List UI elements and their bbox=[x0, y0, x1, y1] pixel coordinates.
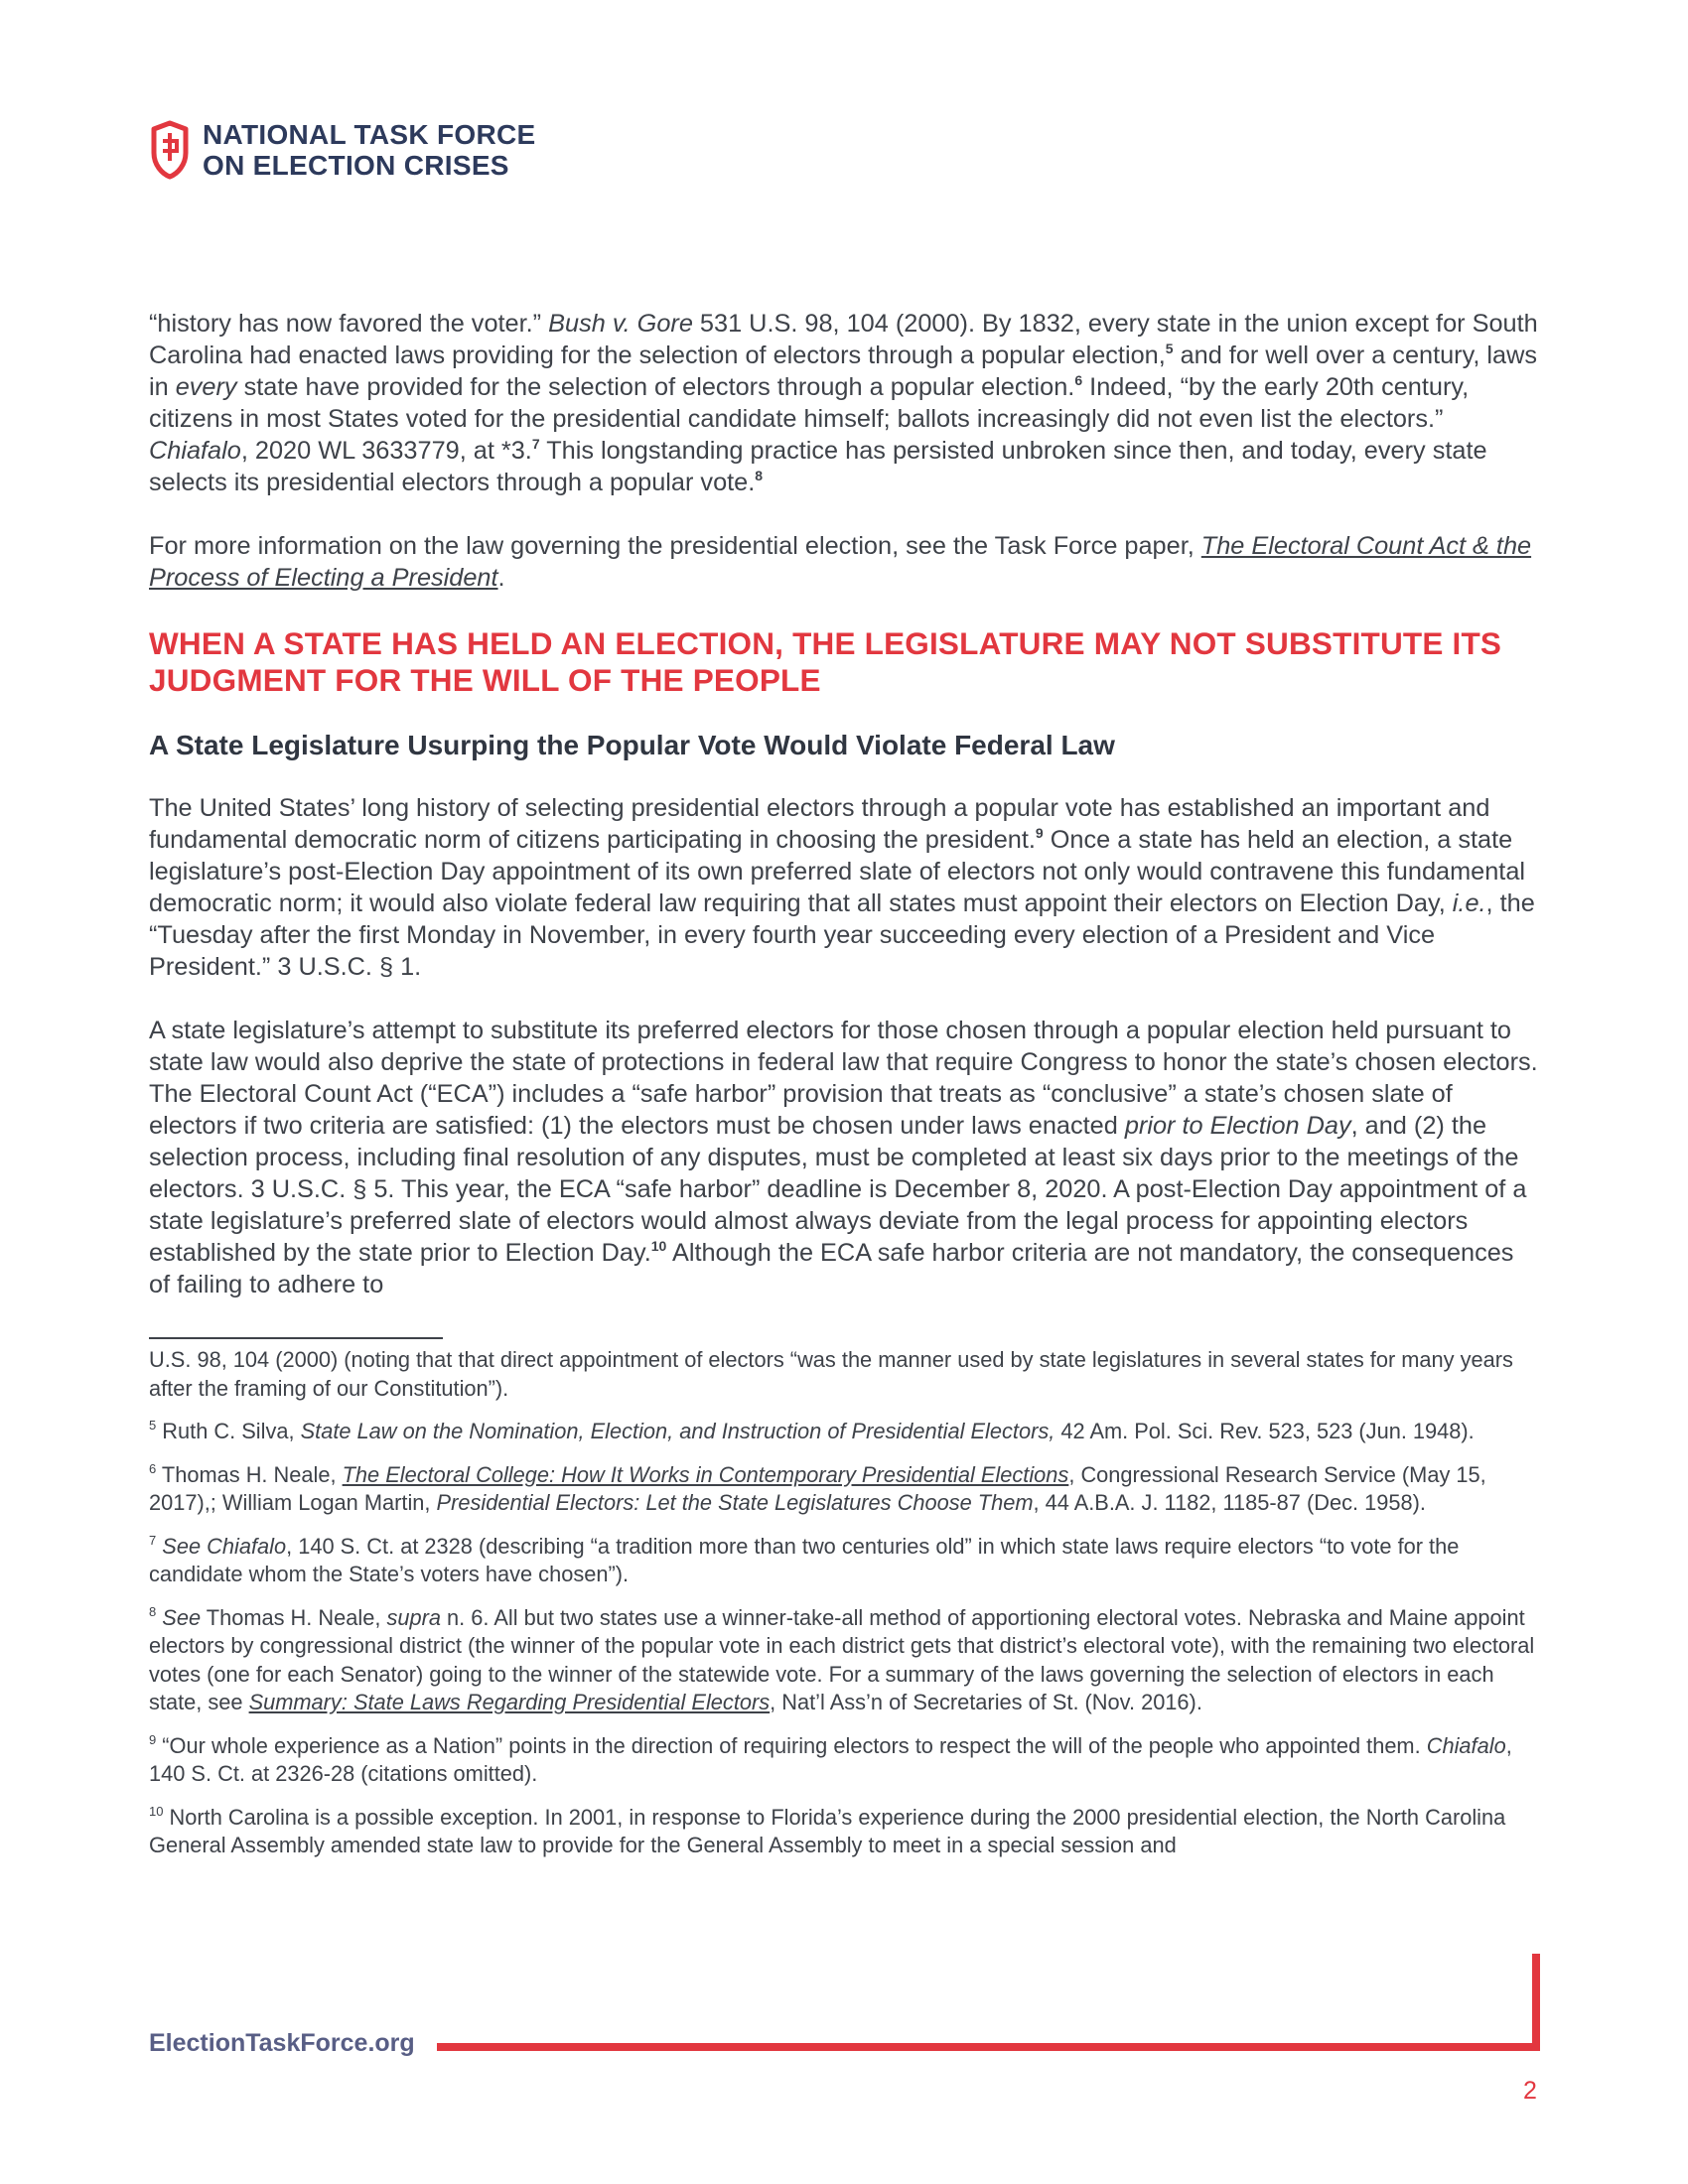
footer-site-link[interactable]: ElectionTaskForce.org bbox=[149, 2029, 415, 2057]
footnote-ref: 7 bbox=[149, 1532, 157, 1548]
footnote-ref: 9 bbox=[1035, 825, 1044, 841]
intro-paragraph-1 bbox=[149, 308, 1539, 498]
text-run: A state legislature’s attempt to substitute its preferred electors for those chosen through a popular election held pursuant to state law would also deprive the state of protections in federal law that require Congress to honor the state’s chosen electors. The Electoral Count Act (“ECA”) includes a “safe harbor” provision that treats as “conclusive” a state’s chosen slate of electors if two criteria are satisfied: (1) the electors must be chosen under laws enacted bbox=[149, 1017, 1538, 1140]
italic-text: See Chiafalo bbox=[162, 1533, 287, 1559]
text-run: , 2020 WL 3633779, at *3. bbox=[240, 437, 532, 465]
text-run: , 140 S. Ct. at 2326-28 (citations omitted). bbox=[149, 1732, 1512, 1786]
text-run: The United States’ long history of selecting presidential electors through a popular vote has established an important and fundamental democratic norm of citizens participating in choosing the president. bbox=[149, 794, 1490, 854]
text-run: and for well over a century, laws in bbox=[149, 341, 1538, 401]
text-run: “Our whole experience as a Nation” points in the direction of requiring electors to respect the will of the people who appointed them. bbox=[156, 1732, 1427, 1758]
footnote-ref: 10 bbox=[650, 1238, 667, 1254]
text-run: 531 U.S. 98, 104 (2000). By 1832, every state in the union except for South Carolina had enacted laws providing for the selection of electors through a popular election, bbox=[149, 310, 1538, 369]
italic-text: Chiafalo bbox=[1426, 1732, 1506, 1758]
logo bbox=[149, 119, 535, 181]
section-heading: WHEN A STATE HAS HELD AN ELECTION, THE LEGISLATURE MAY NOT SUBSTITUTE ITS JUDGMENT FOR THE WILL OF THE PEOPLE bbox=[149, 625, 1502, 698]
footnote-ref: 9 bbox=[149, 1731, 157, 1747]
footnote-5 bbox=[149, 1418, 1539, 1446]
footnote-6 bbox=[149, 1461, 1539, 1518]
italic-text: every bbox=[175, 373, 237, 401]
text-run: “history has now favored the voter.” bbox=[149, 310, 549, 338]
brand-line-1: NATIONAL TASK FORCE bbox=[203, 119, 536, 150]
text-run: Indeed, “by the early 20th century, citizens in most States voted for the presidential candidate himself; ballots increasingly did not even list the electors.” bbox=[149, 373, 1470, 433]
italic-text: prior to Election Day bbox=[1124, 1112, 1351, 1140]
text-run: state have provided for the selection of electors through a popular election. bbox=[236, 373, 1075, 401]
footnote-ref: 8 bbox=[149, 1603, 157, 1619]
intro-paragraph-2 bbox=[149, 530, 1539, 594]
text-run: , Nat’l Ass’n of Secretaries of St. (Nov. 2016). bbox=[770, 1690, 1202, 1714]
section-subheading: A State Legislature Usurping the Popular Vote Would Violate Federal Law bbox=[149, 730, 1115, 760]
footnote-divider bbox=[149, 1337, 443, 1339]
footnote-ref: 6 bbox=[149, 1460, 157, 1476]
italic-text: supra bbox=[386, 1604, 441, 1630]
italic-text: Chiafalo bbox=[149, 437, 241, 465]
italic-text[interactable]: The Electoral College: How It Works in Contemporary Presidential Elections bbox=[342, 1461, 1069, 1487]
italic-text: i.e. bbox=[1452, 889, 1486, 917]
text-run: , 140 S. Ct. at 2328 (describing “a tradition more than two centuries old” in which state laws require electors “to vote for the candidate whom the State’s voters have chosen”). bbox=[149, 1533, 1460, 1586]
italic-text: Presidential Electors: Let the State Legislatures Choose Them bbox=[436, 1490, 1034, 1515]
text-run: , Congressional Research Service (May 15, 2017),; William Logan Martin, bbox=[149, 1461, 1486, 1515]
footnote-ref: 7 bbox=[531, 436, 540, 452]
footer-red-corner bbox=[1532, 1954, 1540, 2051]
text-run: For more information on the law governing the presidential election, see the Task Force paper, bbox=[149, 532, 1201, 560]
text-run: . bbox=[497, 564, 505, 592]
text-run: 42 Am. Pol. Sci. Rev. 523, 523 (Jun. 1948). bbox=[1055, 1419, 1475, 1443]
brand-line-2: ON ELECTION CRISES bbox=[203, 150, 509, 181]
footnote-ref: 8 bbox=[755, 468, 764, 483]
footnote-ref: 5 bbox=[1165, 341, 1174, 356]
footer-red-rule bbox=[437, 2043, 1540, 2051]
footnote-10 bbox=[149, 1804, 1539, 1860]
footnotes bbox=[149, 1346, 1539, 1860]
footnote-ref: 5 bbox=[149, 1418, 157, 1433]
footnote-7 bbox=[149, 1533, 1539, 1589]
brand-name bbox=[203, 119, 535, 181]
page-number: 2 bbox=[1523, 2077, 1537, 2105]
footnote-ref: 10 bbox=[149, 1803, 164, 1819]
text-run: n. 6. All but two states use a winner-take-all method of apportioning electoral votes. Nebraska and Maine appoint electors by congressional district (the winner of the popular vote in each district gets that district’s electoral vote), with the remaining two electoral votes (one for each Senator) going to the winner of the statewide vote. For a summary of the laws governing the selection of electors in each state, see bbox=[149, 1604, 1535, 1714]
text-run: Ruth C. Silva, bbox=[156, 1419, 301, 1443]
italic-text[interactable]: Summary: State Laws Regarding Presidential Electors bbox=[248, 1690, 771, 1714]
text-run: , and (2) the selection process, including final resolution of any disputes, must be completed at least six days prior to the meetings of the electors. 3 U.S.C. § 5. This year, the ECA “safe harbor” deadline is December 8, 2020. A post-Election Day appointment of a state legislature’s preferred slate of electors would almost always deviate from the legal process for appointing electors established by the state prior to Election Day. bbox=[149, 1112, 1527, 1267]
text-run: U.S. 98, 104 (2000) (noting that that direct appointment of electors “was the manner used by state legislatures in several states for many years after the framing of our Constitution”). bbox=[149, 1347, 1513, 1401]
italic-text[interactable]: The Electoral Count Act & the Process of Electing a President bbox=[149, 532, 1532, 592]
text-run: North Carolina is a possible exception. In 2001, in response to Florida’s experience during the 2000 presidential election, the North Carolina General Assembly amended state law to provide for the General Assembly to meet in a special session and bbox=[149, 1804, 1506, 1857]
footnote-8 bbox=[149, 1604, 1539, 1717]
italic-text: State Law on the Nomination, Election, and Instruction of Presidential Electors, bbox=[300, 1419, 1055, 1443]
section-paragraph-1 bbox=[149, 792, 1539, 983]
footnote-ref: 6 bbox=[1074, 372, 1083, 388]
shield-logo-icon bbox=[149, 119, 191, 181]
footnote-9 bbox=[149, 1732, 1539, 1789]
text-run: Once a state has held an election, a state legislature’s post-Election Day appointment of its own preferred slate of electors not only would contravene this fundamental democratic norm; it would also violate federal law requiring that all states must appoint their electors on Election Day, bbox=[149, 826, 1526, 917]
section-paragraph-2 bbox=[149, 1015, 1539, 1300]
italic-text: Bush v. Gore bbox=[548, 310, 693, 338]
footnote-continued bbox=[149, 1346, 1539, 1403]
text-run: , 44 A.B.A. J. 1182, 1185-87 (Dec. 1958). bbox=[1033, 1490, 1426, 1515]
text-run: Thomas H. Neale, bbox=[156, 1461, 343, 1487]
main-content bbox=[149, 308, 1539, 1300]
text-run: , the “Tuesday after the first Monday in November, in every fourth year succeeding every election of a President and Vice President.” 3 U.S.C. § 1. bbox=[149, 889, 1535, 981]
text-run: Thomas H. Neale, bbox=[201, 1604, 387, 1630]
text-run: Although the ECA safe harbor criteria are not mandatory, the consequences of failing to adhere to bbox=[149, 1239, 1514, 1298]
italic-text: See bbox=[162, 1604, 202, 1630]
text-run: This longstanding practice has persisted unbroken since then, and today, every state selects its presidential electors through a popular vote. bbox=[149, 437, 1487, 496]
